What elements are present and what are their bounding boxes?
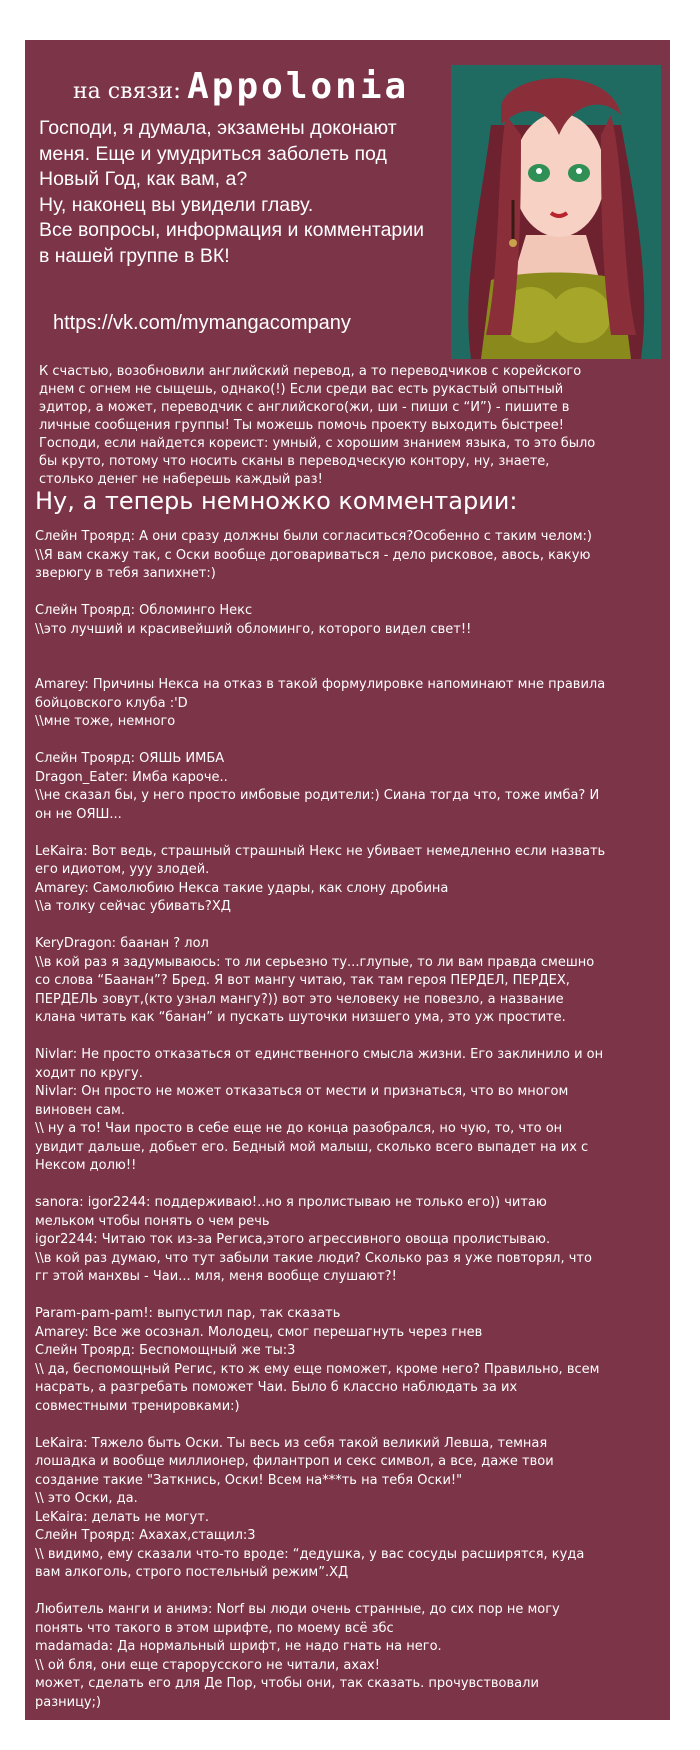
comment-line: лошадка и вообще миллионер, филантроп и секс символ, а все, даже твои — [35, 1454, 554, 1469]
comment-line: \\это лучший и красивейший обломинго, которого видел свет!! — [35, 621, 472, 637]
comment-line: Nivlar: Он просто не может отказаться от мести и признаться, что во многом — [35, 1084, 569, 1099]
comment-line: Нексом долю!! — [35, 1158, 137, 1173]
content-card — [25, 40, 670, 1720]
comment-line: \\Я вам скажу так, с Оски вообще договариваться - дело рисковое, авось, какую — [35, 547, 591, 563]
comments-list — [35, 528, 665, 1712]
comment-spacer — [35, 639, 665, 658]
comment-line: Слейн Троярд: Беспомощный же ты:3 — [35, 1343, 296, 1358]
intro-line: в нашей группе в ВК! — [39, 244, 230, 267]
comment-line: Amarey: Причины Некса на отказ в такой формулировке напоминают мне правила — [35, 677, 606, 692]
comment-line: насрать, а разгребать поможет Чаи. Было б классно наблюдать за их — [35, 1380, 518, 1395]
comment-line: \\в кой раз я задумываюсь: то ли серьезно ту...глупые, то ли вам правда смешно — [35, 954, 595, 970]
author-name: Appolonia — [187, 66, 410, 107]
author-header — [73, 66, 409, 106]
comment-spacer — [35, 732, 665, 751]
comment-spacer — [35, 1287, 665, 1306]
comment-line: Amarey: Все же осознал. Молодец, смог перешагнуть через гнев — [35, 1324, 483, 1340]
intro-line: Новый Год, как вам, а? — [39, 168, 248, 190]
notice-line: Господи, если найдется кореист: умный, с хорошим знанием языка, то это было — [39, 436, 596, 451]
portrait-illustration — [451, 65, 661, 359]
comment-line: \\ это Оски, да. — [35, 1491, 138, 1506]
notice-line: днем с огнем не сыщешь, однако(!) Если среди вас есть рукастый опытный — [39, 382, 564, 397]
comment-line: ходит по кругу. — [35, 1065, 143, 1081]
comment-line: Любитель манги и анимэ: Norf вы люди очень странные, до сих пор не могу — [35, 1602, 560, 1617]
comment-line: Слейн Троярд: А они сразу должны были согласиться?Особенно с таким челом:) — [35, 529, 592, 544]
comment-spacer — [35, 1028, 665, 1047]
comment-spacer — [35, 658, 665, 677]
comment-spacer — [35, 824, 665, 843]
notice-line: бы круто, потому что носить сканы в переводческую контору, ну, знаете, — [39, 454, 550, 469]
comment-line: igor2244: Читаю ток из-за Региса,этого агрессивного овоща пролистываю. — [35, 1232, 551, 1247]
comment-spacer — [35, 917, 665, 936]
anime-girl-avatar-icon — [451, 65, 661, 359]
comment-spacer — [35, 1583, 665, 1602]
comment-spacer — [35, 1416, 665, 1435]
comment-spacer — [35, 584, 665, 603]
comment-line: мельком чтобы понять о чем речь — [35, 1213, 270, 1229]
notice-line: личные сообщения группы! Ты можешь помочь проекту выходить быстрее! — [39, 418, 564, 433]
comment-line: совместными тренировками:) — [35, 1398, 240, 1414]
comment-line: может, сделать его для Де Пор, чтобы они, так сказать. прочувствовали — [35, 1676, 539, 1691]
comment-line: зверюгу в тебя запихнет:) — [35, 566, 216, 581]
comment-line: \\ видимо, ему сказали что-то вроде: “дедушка, у вас сосуды расширятся, куда — [35, 1546, 585, 1562]
comment-line: \\ ну а то! Чаи просто в себе еще не до конца разобрался, но чую, то, что он — [35, 1121, 563, 1136]
intro-line: Господи, я думала, экзамены доконают — [39, 117, 397, 139]
comment-line: клана читать как “банан” и пускать шуточки низшего ума, это уж простите. — [35, 1010, 566, 1025]
comment-line: \\а толку сейчас убивать?ХД — [35, 899, 231, 914]
comment-line: виновен сам. — [35, 1102, 125, 1118]
comment-line: Nivlar: Не просто отказаться от единственного смысла жизни. Его заклинило и он — [35, 1047, 604, 1062]
comment-line: LeKaira: Вот ведь, страшный страшный Некс не убивает немедленно если назвать — [35, 843, 606, 859]
comment-line: увидит дальше, добьет его. Бедный мой малыш, сколько всего выпадет на их с — [35, 1139, 589, 1155]
comment-line: вам алкоголь, строго постельный режим”.ХД — [35, 1565, 349, 1580]
comment-spacer — [35, 1176, 665, 1195]
notice-line: эдитор, а может, переводчик с английского(жи, ши - пиши с “И”) - пишите в — [39, 400, 570, 415]
comments-heading: Ну, а теперь немножко комментарии: — [35, 487, 518, 515]
comment-line: бойцовского клуба :'D — [35, 695, 188, 711]
header-colon: : — [173, 76, 182, 104]
intro-paragraph — [39, 116, 459, 269]
comment-line: madamada: Да нормальный шрифт, не надо гнать на него. — [35, 1639, 442, 1654]
comment-line: LeKaira: Тяжело быть Оски. Ты весь из себя такой великий Левша, темная — [35, 1435, 548, 1451]
comment-line: разницу;) — [35, 1694, 102, 1710]
comment-line: создание такие "Заткнись, Оски! Всем на***ть на тебя Оски!" — [35, 1472, 463, 1488]
comment-line: Amarey: Самолюбию Некса такие удары, как слону дробина — [35, 880, 449, 896]
comment-line: Слейн Троярд: Обломинго Некс — [35, 603, 253, 618]
comment-line: Dragon_Eater: Имба кароче.. — [35, 769, 228, 785]
header-prefix: на связи — [73, 79, 174, 104]
intro-line: меня. Еще и умудриться заболеть под — [39, 142, 387, 165]
intro-line: Ну, наконец вы увидели главу. — [39, 193, 314, 216]
comment-line: ПЕРДЕЛЬ зовут,(кто узнал мангу?)) вот это человеку не повезло, а название — [35, 991, 564, 1007]
comment-line: он не ОЯШ... — [35, 806, 122, 822]
comment-line: KeryDragon: баанан ? лол — [35, 936, 209, 951]
translator-notice — [39, 363, 664, 489]
notice-line: К счастью, возобновили английский перевод, а то переводчиков с корейского — [39, 364, 582, 379]
intro-line: Все вопросы, информация и комментарии — [39, 219, 425, 241]
comment-line: со слова “Баанан”? Бред. Я вот мангу читаю, так там героя ПЕРДЕЛ, ПЕРДЕХ, — [35, 973, 570, 988]
comment-line: понять что такого в этом шрифте, по моему всё збс — [35, 1620, 394, 1636]
comment-line: его идиотом, ууу злодей. — [35, 862, 210, 877]
comment-line: sanora: igor2244: поддерживаю!..но я пролистываю не только его)) читаю — [35, 1195, 547, 1210]
comment-line: LeKaira: делать не могут. — [35, 1509, 209, 1525]
vk-group-link[interactable]: https://vk.com/mymangacompany — [53, 312, 351, 334]
comment-line: \\не сказал бы, у него просто имбовые родители:) Сиана тогда что, тоже имба? И — [35, 788, 600, 803]
comment-line: \\мне тоже, немного — [35, 714, 176, 729]
comment-line: Слейн Троярд: ОЯШЬ ИМБА — [35, 751, 225, 766]
comment-line: Param-pam-pam!: выпустил пар, так сказать — [35, 1306, 341, 1321]
notice-line: столько денег не наберешь каждый раз! — [39, 472, 323, 487]
comment-line: \\в кой раз думаю, что тут забыли такие люди? Сколько раз я уже повторял, что — [35, 1250, 592, 1266]
comment-line: гг этой манхвы - Чаи... мля, меня вообще слушают?! — [35, 1269, 397, 1284]
comment-line: \\ ой бля, они еще старорусского не читали, ахах! — [35, 1657, 380, 1673]
comment-line: \\ да, беспомощный Регис, кто ж ему еще поможет, кроме него? Правильно, всем — [35, 1361, 600, 1377]
comment-line: Слейн Троярд: Ахахах,стащил:3 — [35, 1528, 256, 1543]
